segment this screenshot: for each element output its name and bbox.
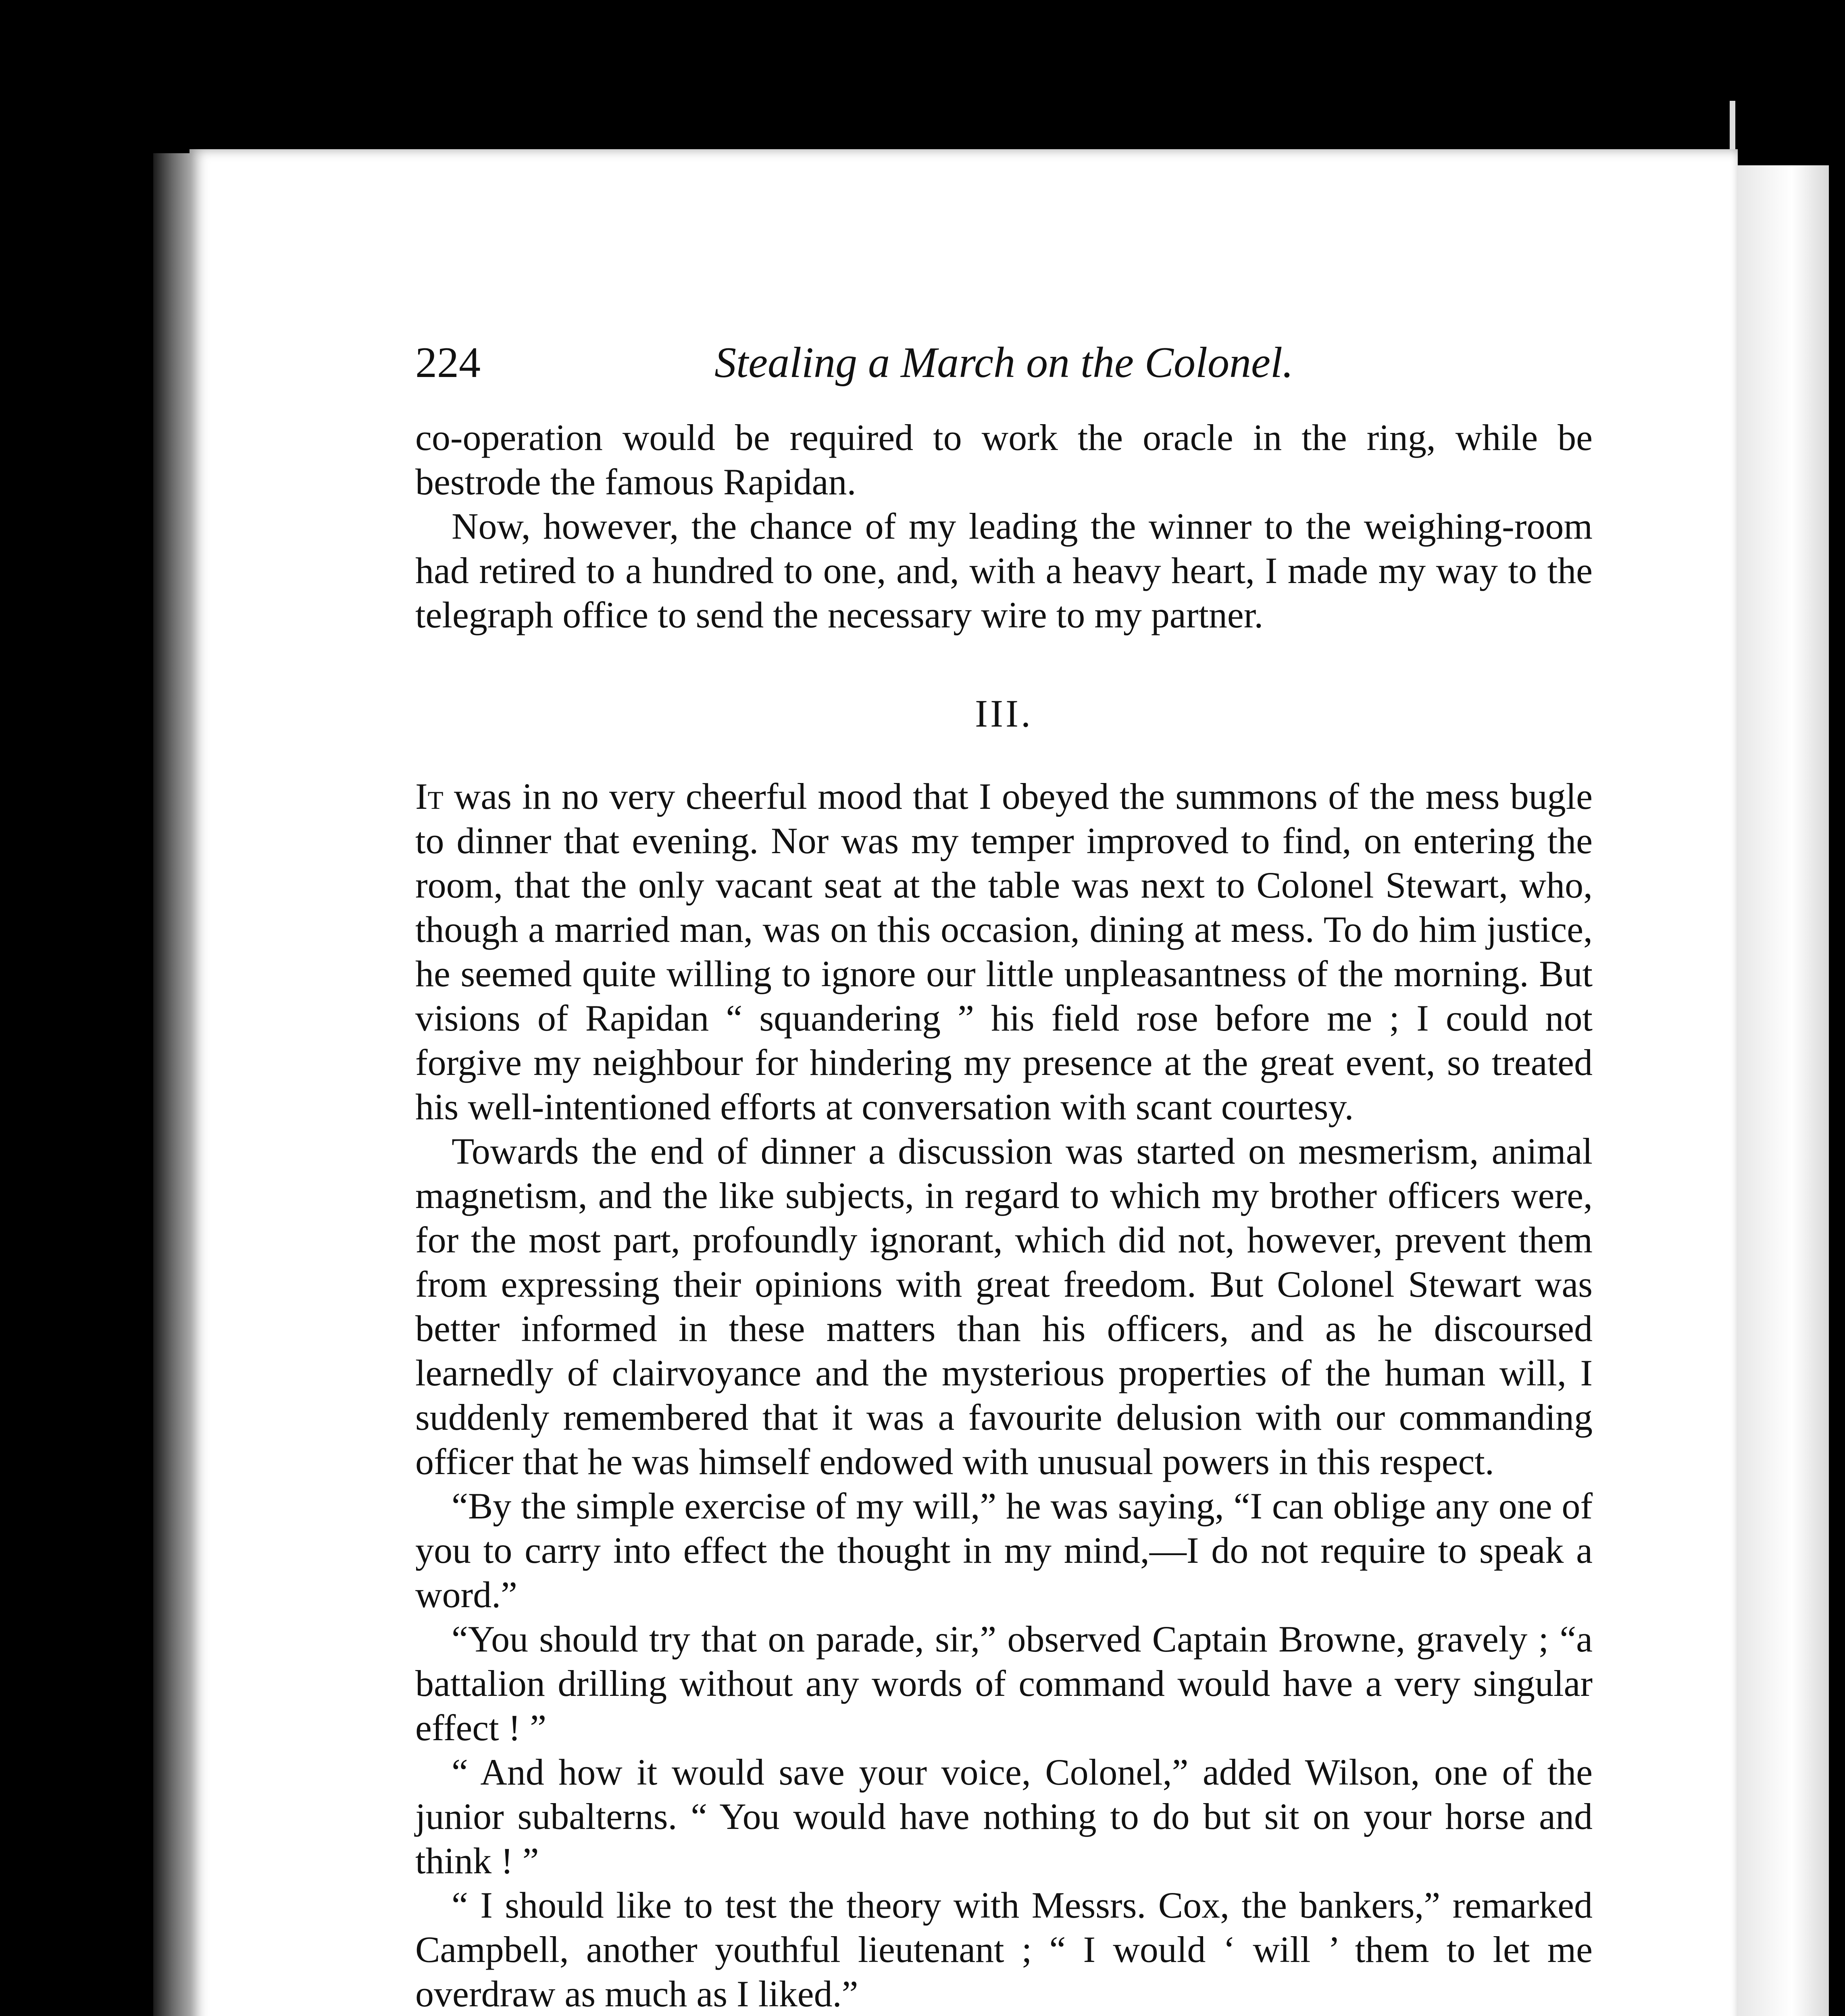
paragraph-1: co-operation would be required to work the oracle in the ring, while be bestrode the famous Rapidan. <box>415 417 1593 502</box>
paragraph-5: “By the simple exercise of my will,” he was saying, “I can oblige any one of you to carry into effect the thought in my mind,—I do not require to speak a word.” <box>415 1485 1593 1615</box>
paragraph-8: “ I should like to test the theory with Messrs. Cox, the bankers,” remarked Campbell, another youthful lieutenant ; “ I would ‘ will ’ them to let me overdraw as much as I liked.” <box>415 1885 1593 2014</box>
body-text <box>415 415 1593 2016</box>
paragraph-4: Towards the end of dinner a discussion was started on mesmerism, animal magnetism, and the like subjects, in regard to which my brother officers were, for the most part, profoundly ignorant, which did not, however, prevent them from expressing their opinions with great freedom. But Colonel Stewart was better informed in these matters than his officers, and as he discoursed learnedly of clairvoyance and the mysterious properties of the human will, I suddenly remembered that it was a favourite delusion with our commanding officer that he was himself endowed with unusual powers in this respect. <box>415 1131 1593 1482</box>
facing-page-edge <box>1734 165 1829 2016</box>
drop-word: It <box>415 776 444 817</box>
paragraph-6: “You should try that on parade, sir,” observed Captain Browne, gravely ; “a battalion drilling without any words of command would have a very singular effect ! ” <box>415 1618 1593 1748</box>
section-heading: III. <box>975 692 1033 735</box>
paragraph-3-text: was in no very cheerful mood that I obeyed the summons of the mess bugle to dinner that evening. Nor was my temper improved to find, on entering the room, that the only vacant seat at the table was next to Colonel Stewart, who, though a married man, was on this occasion, dining at mess. To do him justice, he seemed quite willing to ignore our little unpleasantness of the morning. But visions of Rapidan “ squandering ” his field rose before me ; I could not forgive my neighbour for hindering my presence at the great event, so treated his well-intentioned efforts at conversation with scant courtesy. <box>415 776 1593 1127</box>
running-title: Stealing a March on the Colonel. <box>714 339 1293 387</box>
paragraph-3 <box>415 774 1593 1129</box>
page-number: 224 <box>415 339 481 387</box>
paragraph-2: Now, however, the chance of my leading the winner to the weighing-room had retired to a hundred to one, and, with a heavy heart, I made my way to the telegraph office to send the necessary wire to my partner. <box>415 506 1593 635</box>
page-header <box>415 335 1593 391</box>
paragraph-7: “ And how it would save your voice, Colonel,” added Wilson, one of the junior subalterns. “ You would have nothing to do but sit on your horse and think ! ” <box>415 1752 1593 1881</box>
